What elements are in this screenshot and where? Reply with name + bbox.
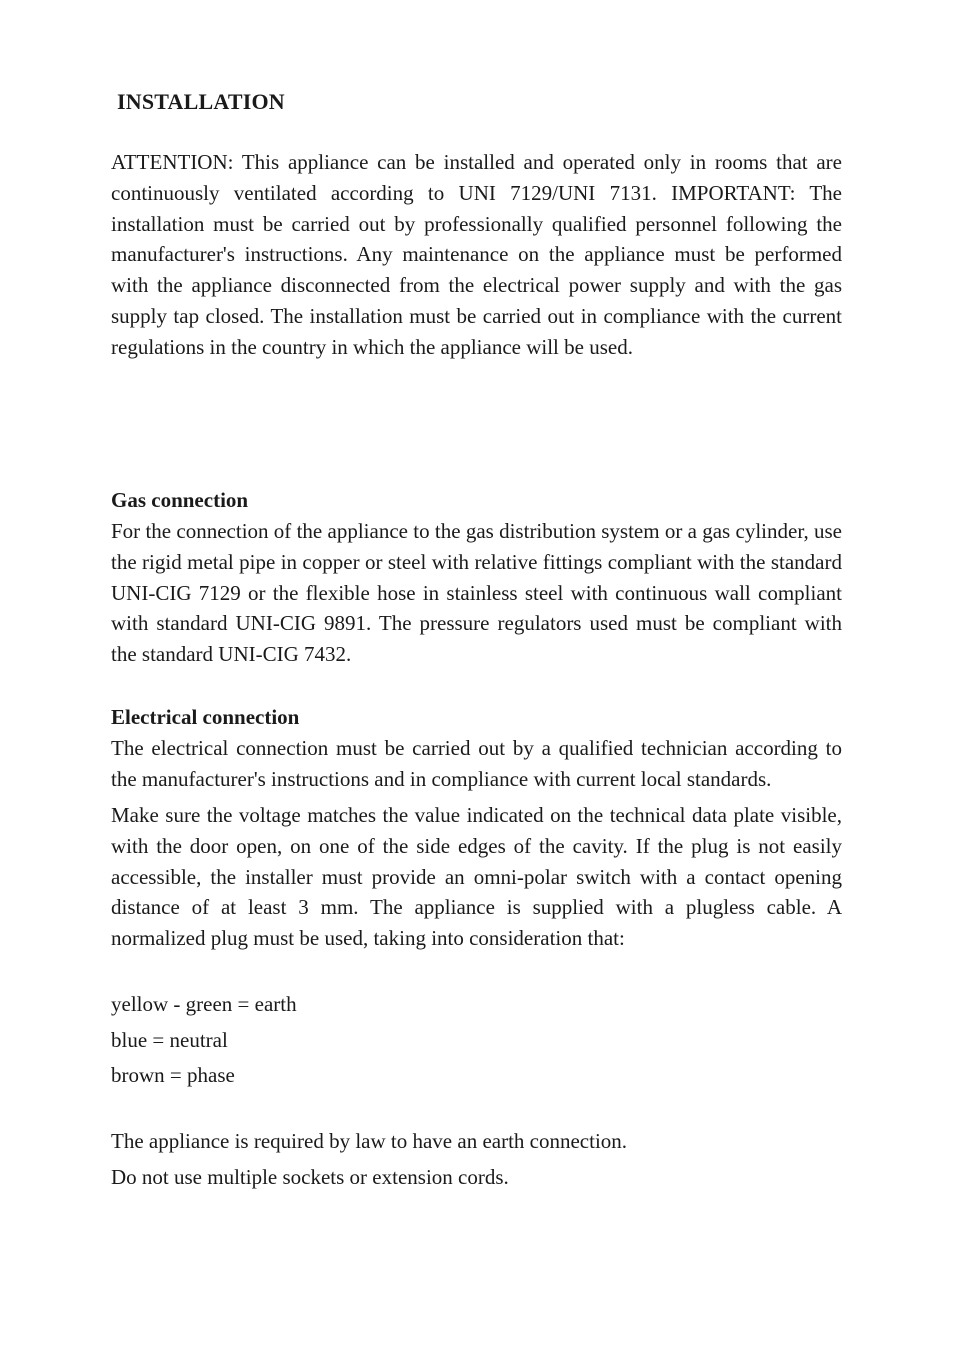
sockets-warning-note: Do not use multiple sockets or extension cords. bbox=[111, 1165, 509, 1189]
gas-connection-heading: Gas connection bbox=[111, 488, 249, 512]
page-title: INSTALLATION bbox=[117, 89, 285, 114]
electrical-connection-paragraph-1: The electrical connection must be carried out by a qualified technician according to the manufacturer's instructions and in compliance with current local standards. bbox=[111, 736, 842, 791]
earth-requirement-note: The appliance is required by law to have an earth connection. bbox=[111, 1129, 628, 1153]
wire-color-earth: yellow - green = earth bbox=[111, 992, 297, 1016]
wire-color-neutral: blue = neutral bbox=[111, 1028, 228, 1052]
electrical-connection-paragraph-2: Make sure the voltage matches the value indicated on the technical data plate visible, with the door open, on one of the side edges of the cavity. If the plug is not easily accessible, the installer must provide an omni-polar switch with a contact opening distance of at least 3 mm. The appliance is supplied with a plugless cable. A normalized plug must be used, taking into consideration that: bbox=[111, 803, 842, 951]
gas-connection-paragraph: For the connection of the appliance to the gas distribution system or a gas cylinder, use the rigid metal pipe in copper or steel with relative fittings compliant with the standard UNI-CIG 7129 or the flexible hose in stainless steel with continuous wall compliant with standard UNI-CIG 9891. The pressure regulators used must be compliant with the standard UNI-CIG 7432. bbox=[111, 519, 842, 667]
attention-paragraph: ATTENTION: This appliance can be installed and operated only in rooms that are continuously ventilated according to UNI 7129/UNI 7131. IMPORTANT: The installation must be carried out by professionally qualified personnel following the manufacturer's instructions. Any maintenance on the appliance must be performed with the appliance disconnected from the electrical power supply and with the gas supply tap closed. The installation must be carried out in compliance with the current regulations in the country in which the appliance will be used. bbox=[111, 150, 842, 359]
wire-color-phase: brown = phase bbox=[111, 1063, 235, 1087]
electrical-connection-heading: Electrical connection bbox=[111, 705, 300, 729]
